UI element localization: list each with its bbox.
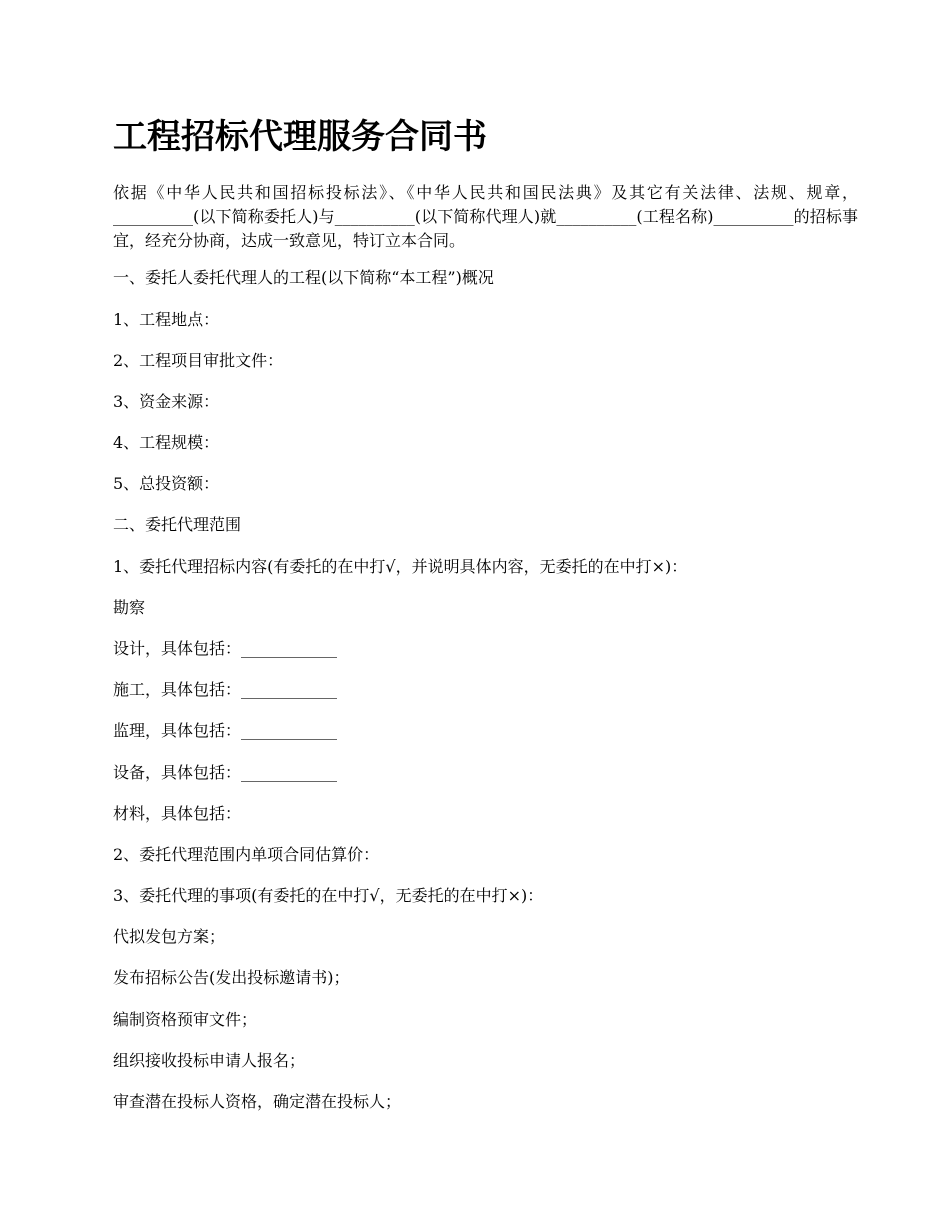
list-item: 设备，具体包括：____________ [113,763,338,782]
intro-paragraph: 依据《中华人民共和国招标投标法》、《中华人民共和国民法典》及其它有关法律、法规、规章，__________(以下简称委托人)与__________(以下简称代理人)就__________(工程名称)__________的招标事宜，经充分协商，达成一致意见，特订立本合同。 [113,183,858,250]
list-item: 组织接收投标申请人报名； [113,1051,306,1070]
list-item: 4、工程规模： [113,433,220,452]
list-item: 代拟发包方案； [113,927,226,946]
list-item: 发布招标公告(发出投标邀请书)； [113,968,350,987]
list-item: 施工，具体包括：____________ [113,680,338,699]
list-item: 5、总投资额： [113,474,220,493]
list-item: 编制资格预审文件； [113,1010,258,1029]
list-item: 2、委托代理范围内单项合同估算价： [113,845,380,864]
list-item: 1、委托代理招标内容(有委托的在中打√，并说明具体内容，无委托的在中打×)： [113,557,688,576]
section-heading-1: 一、委托人委托代理人的工程(以下简称“本工程”)概况 [113,268,494,287]
list-item: 1、工程地点： [113,310,220,329]
list-item: 审查潜在投标人资格，确定潜在投标人； [113,1092,402,1111]
list-item: 材料，具体包括： [113,804,242,823]
list-item: 设计，具体包括：____________ [113,639,338,658]
list-item: 2、工程项目审批文件： [113,351,284,370]
list-item: 勘察 [113,598,146,617]
list-item: 3、资金来源： [113,392,220,411]
section-heading-2: 二、委托代理范围 [113,515,242,534]
list-item: 监理，具体包括：____________ [113,721,338,740]
list-item: 3、委托代理的事项(有委托的在中打√，无委托的在中打×)： [113,886,544,905]
document-title: 工程招标代理服务合同书 [113,117,487,157]
